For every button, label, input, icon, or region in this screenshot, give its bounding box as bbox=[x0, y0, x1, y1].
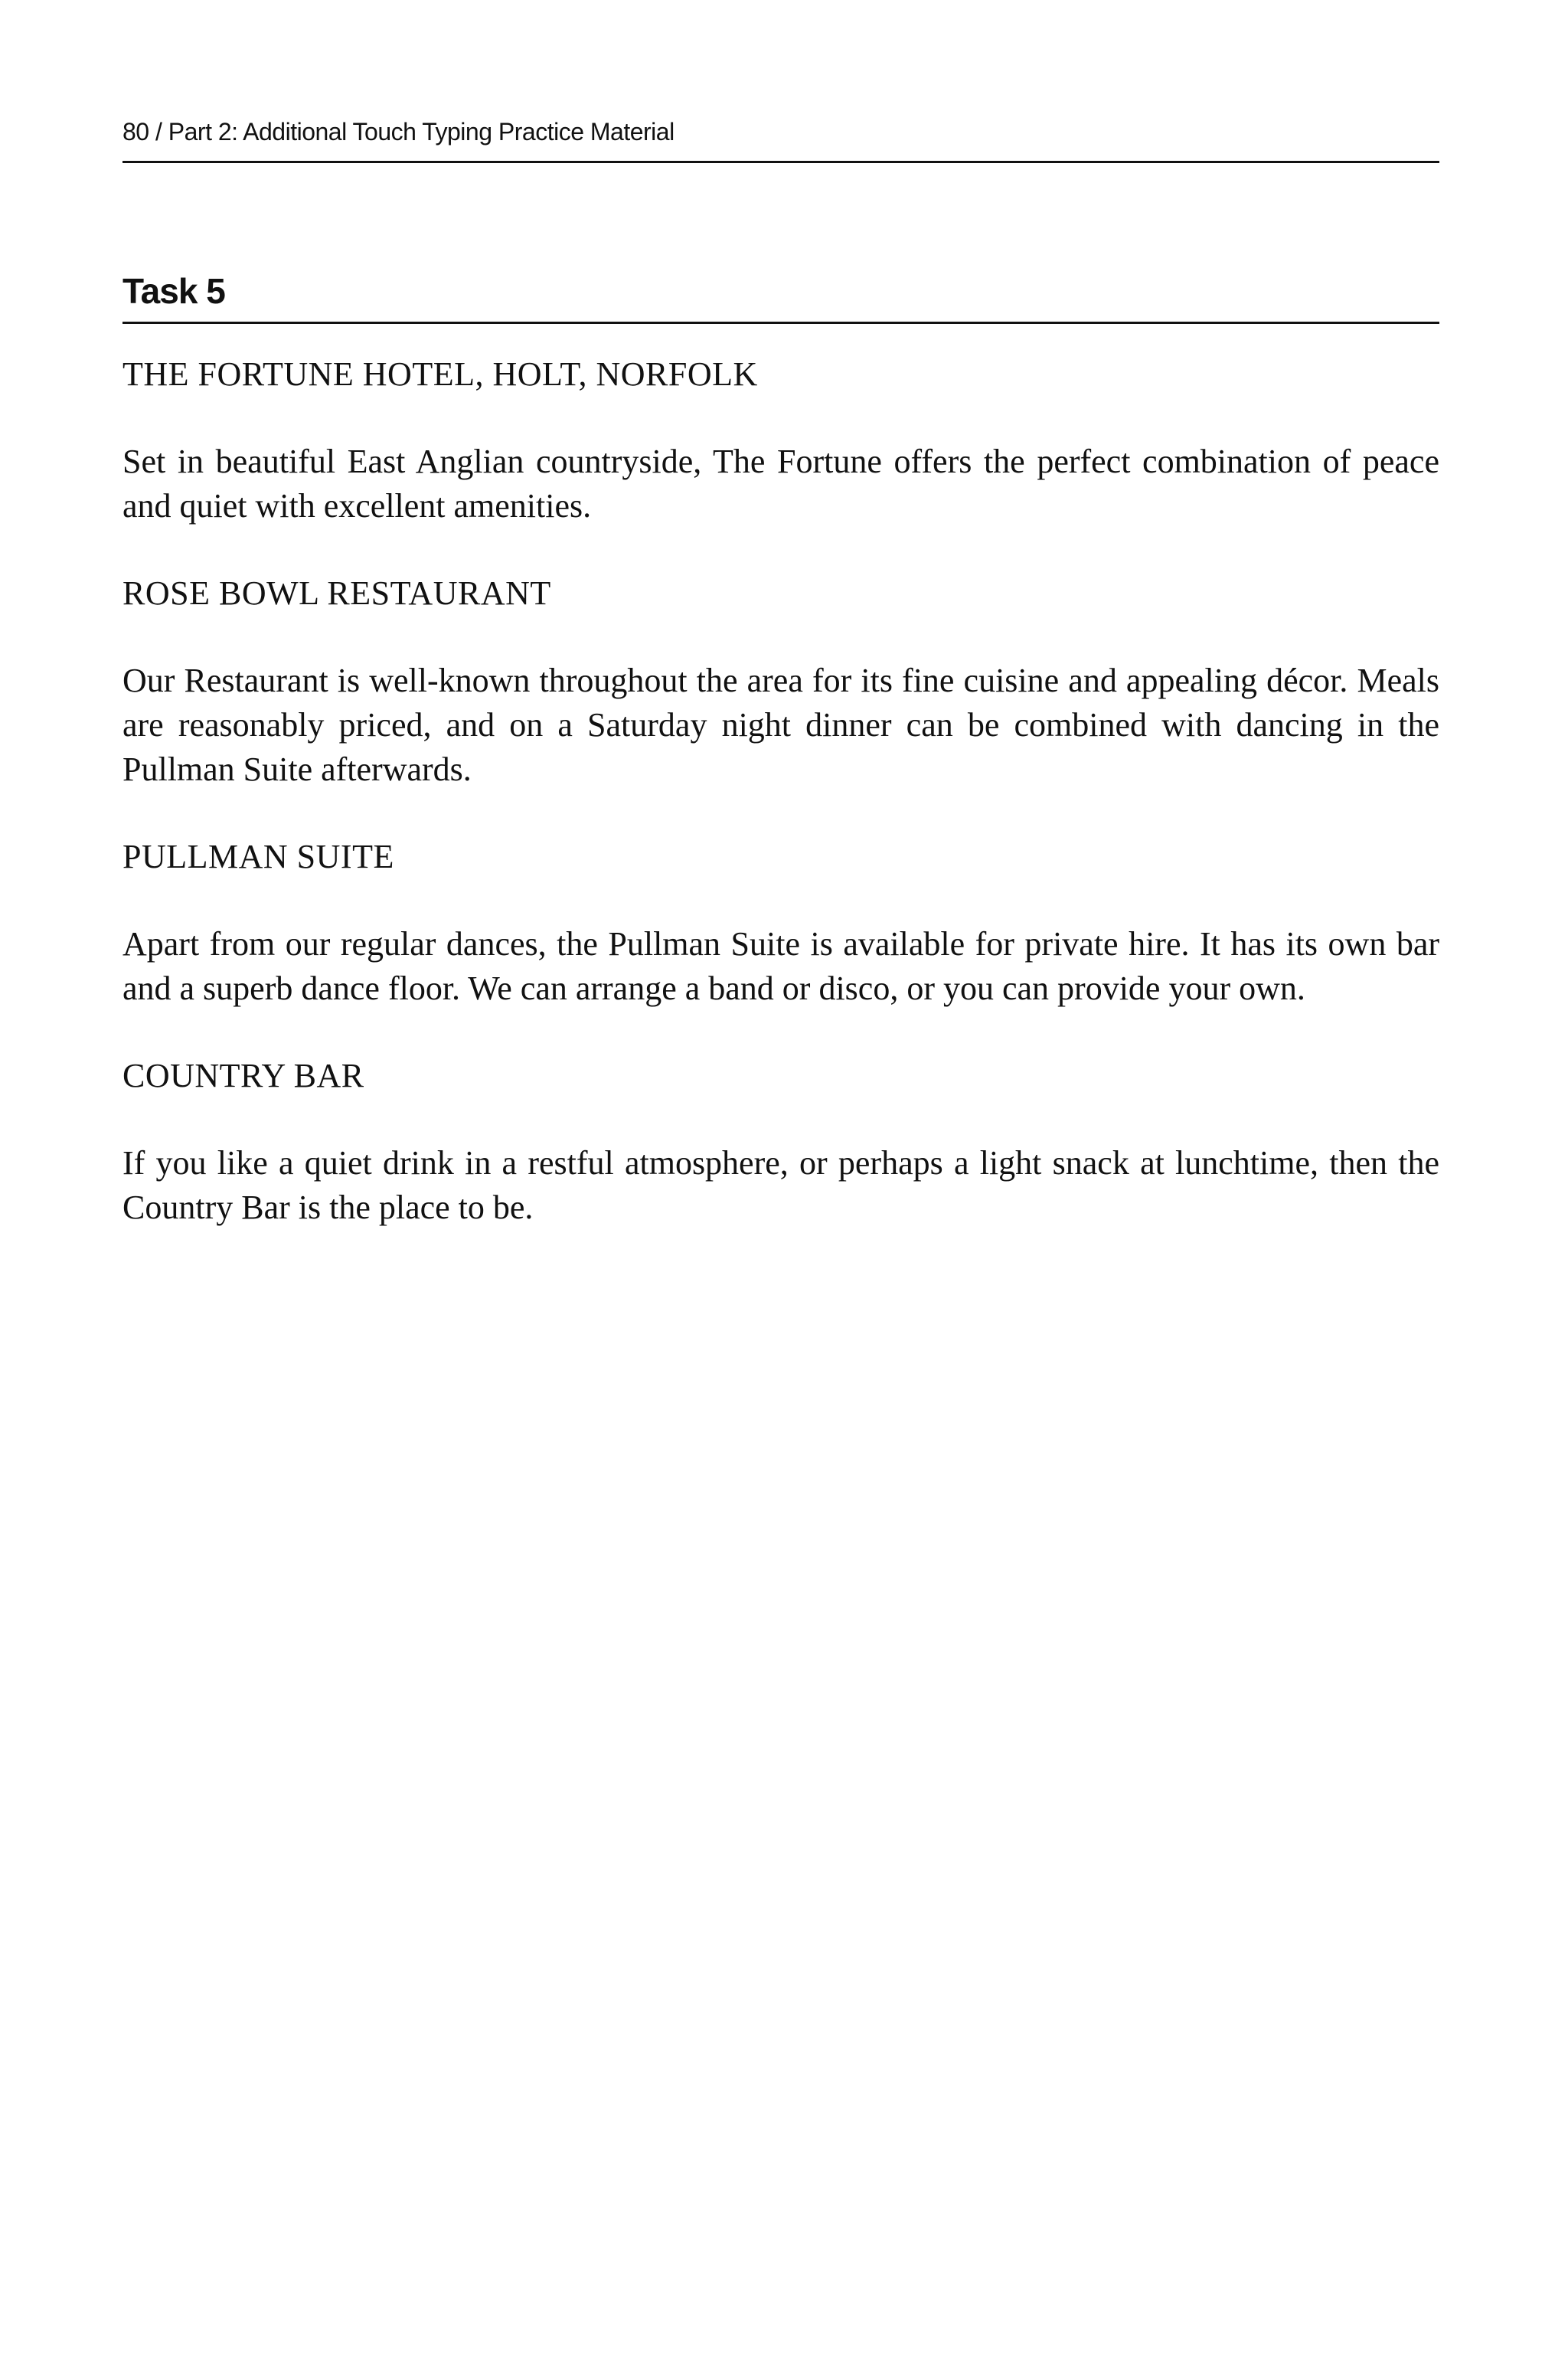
header-rule bbox=[122, 161, 1439, 163]
section-paragraph-restaurant: Our Restaurant is well-known throughout the area for its fine cuisine and appealing décor. Meals are reasonably priced, and on a Saturday night dinner can be combined with dancing in the Pullman Suite afterwards. bbox=[122, 662, 1439, 788]
section-heading-restaurant: ROSE BOWL RESTAURANT bbox=[122, 574, 551, 612]
section-paragraph-country-bar: If you like a quiet drink in a restful atmosphere, or perhaps a light snack at lunchtime, then the Country Bar is the place to be. bbox=[122, 1144, 1439, 1226]
task-title: Task 5 bbox=[122, 271, 225, 311]
section-paragraph-pullman-suite: Apart from our regular dances, the Pullman Suite is available for private hire. It has its own bar and a superb dance floor. We can arrange a band or disco, or you can provide your own. bbox=[122, 925, 1439, 1007]
section-paragraph-hotel: Set in beautiful East Anglian countryside, The Fortune offers the perfect combination of peace and quiet with excellent amenities. bbox=[122, 443, 1439, 525]
section-heading-hotel: THE FORTUNE HOTEL, HOLT, NORFOLK bbox=[122, 355, 758, 393]
section-heading-pullman-suite: PULLMAN SUITE bbox=[122, 838, 394, 875]
running-head: 80 / Part 2: Additional Touch Typing Practice Material bbox=[122, 118, 675, 146]
document-body bbox=[122, 352, 1439, 1230]
section-heading-country-bar: COUNTRY BAR bbox=[122, 1057, 364, 1094]
task-rule bbox=[122, 322, 1439, 324]
